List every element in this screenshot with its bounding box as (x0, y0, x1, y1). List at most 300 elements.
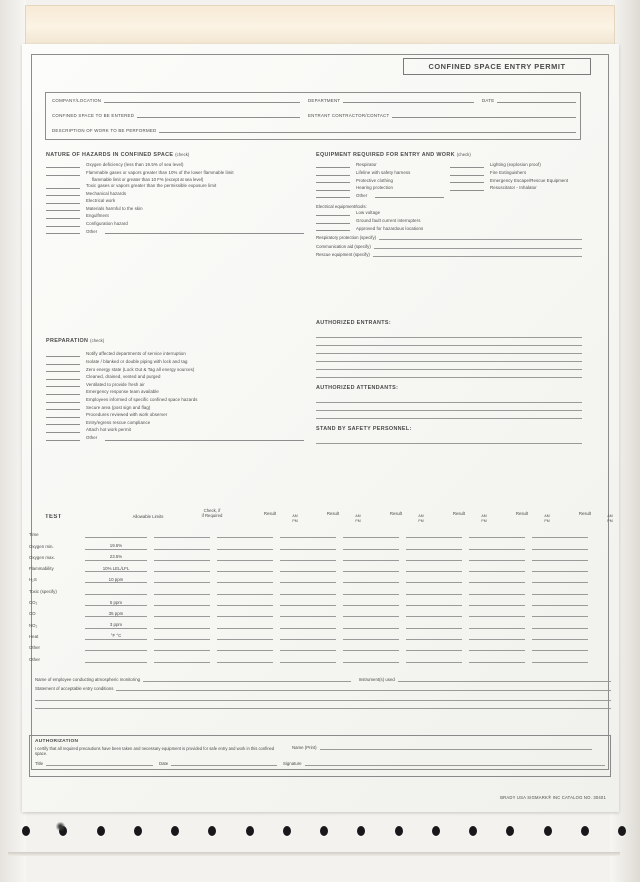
checkbox-blank[interactable] (316, 162, 350, 168)
preparation-item-3[interactable] (46, 374, 304, 380)
checkbox-blank[interactable] (46, 228, 80, 234)
test-row-result-1[interactable] (280, 543, 336, 550)
checklist-item-label: Materials harmful to the skin (86, 205, 143, 211)
test-row-check[interactable] (154, 622, 210, 629)
checklist-item-label: Low voltage (356, 210, 381, 216)
test-row-result-5[interactable] (532, 656, 588, 663)
monitoring-section (35, 676, 611, 709)
test-row-name: Heat (29, 633, 39, 639)
result-3-subcol-pm: PM (481, 519, 487, 523)
punch-hole (208, 826, 216, 836)
test-row-result-3[interactable] (406, 622, 462, 629)
authorized-entrants-lines (316, 330, 582, 378)
test-row-result-4[interactable] (469, 599, 525, 606)
checkbox-blank[interactable] (46, 389, 80, 395)
test-row-result-2[interactable] (343, 531, 399, 538)
result-5-subcol-am: AM (607, 514, 613, 518)
checklist-item-label: Zero energy state (Lock Out & Tag all energy sources) (86, 366, 195, 372)
checkbox-blank[interactable] (450, 185, 484, 191)
equipment-right-3[interactable] (450, 185, 578, 191)
standby-line-0[interactable] (316, 436, 582, 444)
checkbox-blank[interactable] (316, 177, 350, 183)
hazard-item-7[interactable] (46, 221, 304, 227)
punch-hole (134, 826, 142, 836)
catalog-footer-code: BRADY USA SIGMARK® INC CATALOG NO. 30401 (500, 795, 606, 800)
test-row-result-2[interactable] (343, 610, 399, 617)
checkbox-blank[interactable] (316, 185, 350, 191)
authorization-signature-input[interactable] (305, 760, 605, 766)
test-row-result-5[interactable] (532, 633, 588, 640)
equipment-heading: EQUIPMENT REQUIRED FOR ENTRY AND WORK (check) (316, 152, 471, 158)
test-row-result-4[interactable] (469, 656, 525, 663)
checkbox-blank[interactable] (46, 221, 80, 227)
test-row-result-4[interactable] (469, 610, 525, 617)
result-1-subcol-am: AM (355, 514, 361, 518)
test-row-check[interactable] (154, 656, 210, 663)
checklist-item-label: Mechanical hazards (86, 190, 127, 196)
test-row-result-1[interactable] (280, 531, 336, 538)
test-row-check[interactable] (154, 554, 210, 561)
test-row-limit: 23.5% (85, 554, 147, 561)
column-check-if-required: Check, if if Required (201, 508, 223, 518)
equipment-right-0[interactable] (450, 162, 578, 168)
checkbox-blank[interactable] (46, 397, 80, 403)
test-row-name: H₂S (29, 577, 37, 583)
test-row-result-1[interactable] (280, 576, 336, 583)
entry-conditions-line-2[interactable] (35, 693, 611, 701)
checklist-item-label: Isolate / blanked or double piping with lock and tag (86, 359, 188, 364)
test-row-result-0[interactable] (217, 576, 273, 583)
test-row-result-0[interactable] (217, 531, 273, 538)
punch-hole-strip (0, 826, 640, 850)
checklist-item-label: Lifeline with safety harness (356, 170, 411, 175)
field-company-location[interactable]: COMPANY/LOCATION (52, 98, 300, 103)
hazards-section (46, 152, 304, 236)
test-row-result-3[interactable] (406, 588, 462, 595)
hazard-item-3[interactable] (46, 190, 304, 196)
punch-hole (283, 826, 291, 836)
specify-input[interactable] (374, 243, 582, 249)
checklist-item-label: Fire Extinguishers (490, 170, 527, 175)
test-table (29, 505, 611, 663)
test-row-result-4[interactable] (469, 554, 525, 561)
result-1-subcol-pm: PM (355, 519, 361, 523)
preparation-item-7[interactable] (46, 404, 304, 410)
entrant-line-5[interactable] (316, 370, 582, 378)
confined-space-input[interactable] (137, 113, 300, 118)
equipment-left-2[interactable] (316, 177, 444, 183)
test-row-result-5[interactable] (532, 610, 588, 617)
checkbox-blank[interactable] (450, 177, 484, 183)
result-column-2: Result (389, 511, 403, 516)
test-row-result-5[interactable] (532, 543, 588, 550)
test-row-limit: 10% LEL/LFL (85, 566, 147, 573)
equipment-right-1[interactable] (450, 170, 578, 176)
test-row-result-3[interactable] (406, 565, 462, 572)
test-row-9 (29, 629, 611, 640)
test-row-result-4[interactable] (469, 531, 525, 538)
test-row-check[interactable] (154, 565, 210, 572)
entrant-line-4[interactable] (316, 362, 582, 370)
preparation-item-2[interactable] (46, 366, 304, 372)
preparation-heading: PREPARATION (check) (46, 338, 105, 344)
specify-line-0[interactable] (316, 234, 582, 240)
work-description-input[interactable] (159, 128, 576, 133)
test-row-name: NO₂ (29, 622, 38, 628)
test-row-check[interactable] (154, 576, 210, 583)
test-row-result-3[interactable] (406, 656, 462, 663)
test-row-result-1[interactable] (280, 565, 336, 572)
result-column-1: Result (326, 511, 340, 516)
test-row-limit (85, 532, 147, 539)
checkbox-blank[interactable] (46, 419, 80, 425)
test-row-result-4[interactable] (469, 622, 525, 629)
checklist-item-label: Emergency response team available (86, 389, 159, 395)
preparation-checklist (46, 351, 304, 441)
test-row-limit: 5 ppm (85, 600, 147, 607)
test-row-result-2[interactable] (343, 656, 399, 663)
monitor-name-input[interactable] (143, 676, 351, 682)
checklist-item-label: Oxygen deficiency (less than 19.5% of sea level) (86, 162, 184, 168)
test-row-check[interactable] (154, 610, 210, 617)
specify-input[interactable] (379, 234, 582, 240)
date-input[interactable] (497, 98, 576, 103)
test-row-result-5[interactable] (532, 622, 588, 629)
entrant-line-3[interactable] (316, 354, 582, 362)
entrant-line-2[interactable] (316, 346, 582, 354)
header-field-box (45, 92, 581, 140)
test-row-result-4[interactable] (469, 576, 525, 583)
test-row-10 (29, 640, 611, 651)
electrical-item-2[interactable] (316, 225, 582, 231)
checklist-item-label: Lighting (explosion proof) (490, 162, 541, 168)
result-column-3: Result (452, 511, 466, 516)
authorization-date-input[interactable] (171, 760, 277, 766)
result-2-subcol-am: AM (418, 514, 424, 518)
punch-hole (395, 826, 403, 836)
hazards-heading: NATURE OF HAZARDS IN CONFINED SPACE (check) (46, 152, 190, 158)
test-row-result-1[interactable] (280, 633, 336, 640)
result-3-subcol-am: AM (481, 514, 487, 518)
entry-conditions-field[interactable]: Statement of acceptable entry conditions (35, 685, 611, 691)
checkbox-blank[interactable] (316, 218, 350, 224)
authorized-attendants-heading: AUTHORIZED ATTENDANTS: (316, 385, 399, 391)
checkbox-blank[interactable] (46, 351, 80, 357)
test-row-name: Other (29, 645, 40, 651)
checkbox-blank[interactable] (46, 374, 80, 380)
test-row-result-2[interactable] (343, 565, 399, 572)
test-row-4 (29, 572, 611, 583)
authorization-title-input[interactable] (46, 760, 153, 766)
column-allowable-limits: Allowable Limits (132, 514, 164, 519)
write-in-line[interactable] (375, 193, 444, 198)
test-row-result-4[interactable] (469, 565, 525, 572)
result-0-subcol-am: AM (292, 514, 298, 518)
test-row-result-2[interactable] (343, 622, 399, 629)
authorization-date-field[interactable]: Date (159, 760, 277, 766)
authorized-attendants-lines (316, 395, 582, 419)
test-row-result-3[interactable] (406, 554, 462, 561)
field-department[interactable]: DEPARTMENT (308, 98, 474, 103)
test-row-limit: 19.5% (85, 543, 147, 550)
hazard-item-6[interactable] (46, 213, 304, 219)
page-title-box (403, 58, 591, 75)
test-row-result-1[interactable] (280, 588, 336, 595)
test-row-result-4[interactable] (469, 588, 525, 595)
test-row-result-1[interactable] (280, 644, 336, 651)
preparation-item-6[interactable] (46, 397, 304, 403)
test-row-result-3[interactable] (406, 644, 462, 651)
monitor-name-field[interactable]: Name of employee conducting atmospheric monitoring (35, 676, 351, 682)
field-entrant-contractor[interactable]: ENTRANT CONTRACTOR/CONTACT (308, 113, 576, 118)
authorization-name-print-input[interactable] (320, 744, 592, 750)
entrant-line-1[interactable] (316, 338, 582, 346)
authorization-title-field[interactable]: Title (35, 760, 153, 766)
test-row-result-4[interactable] (469, 633, 525, 640)
punch-hole (97, 826, 105, 836)
test-row-result-5[interactable] (532, 576, 588, 583)
result-4-subcol-pm: PM (544, 519, 550, 523)
checklist-item-label: Engulfment (86, 213, 109, 219)
test-row-result-2[interactable] (343, 576, 399, 583)
checklist-item-label: Hearing protection (356, 185, 393, 191)
checklist-item-label: Other (356, 192, 368, 198)
test-row-result-0[interactable] (217, 622, 273, 629)
equipment-right-2[interactable] (450, 177, 578, 183)
result-column-4: Result (515, 511, 529, 516)
test-row-name: Oxygen max. (29, 554, 55, 560)
test-row-check[interactable] (154, 588, 210, 595)
field-work-description[interactable]: DESCRIPTION OF WORK TO BE PERFORMED (52, 128, 576, 133)
write-in-line[interactable] (105, 436, 304, 441)
entrant-contractor-input[interactable] (392, 113, 576, 118)
test-row-limit (85, 656, 147, 663)
checklist-item-label: Resuscitator - Inhalator (490, 185, 537, 191)
preparation-item-8[interactable] (46, 412, 304, 418)
entry-conditions-line-3[interactable] (35, 701, 611, 709)
test-row-check[interactable] (154, 531, 210, 538)
specify-input[interactable] (373, 251, 582, 257)
test-row-result-1[interactable] (280, 610, 336, 617)
department-input[interactable] (343, 98, 474, 103)
preparation-item-10[interactable] (46, 427, 304, 433)
electrical-item-1[interactable] (316, 218, 582, 224)
equipment-specify-lines (316, 234, 582, 257)
checklist-item-label: Protective clothing (356, 177, 394, 183)
test-row-name: Time (29, 532, 39, 538)
attendant-line-0[interactable] (316, 395, 582, 403)
equipment-left-4[interactable] (316, 192, 444, 198)
test-row-5 (29, 583, 611, 594)
test-row-result-5[interactable] (532, 588, 588, 595)
attendant-line-1[interactable] (316, 403, 582, 411)
punch-hole (357, 826, 365, 836)
checklist-item-label: Emergency Escape/Rescue Equipment (490, 177, 569, 183)
checkbox-blank[interactable] (46, 213, 80, 219)
hazard-item-8[interactable] (46, 228, 304, 234)
test-row-result-0[interactable] (217, 543, 273, 550)
authorization-signature-field[interactable]: Signature (283, 760, 605, 766)
test-row-name: CO (29, 611, 36, 617)
checkbox-blank[interactable] (316, 210, 350, 216)
test-row-result-5[interactable] (532, 565, 588, 572)
test-row-result-2[interactable] (343, 588, 399, 595)
instruments-used-input[interactable] (398, 676, 611, 682)
test-row-result-3[interactable] (406, 531, 462, 538)
equipment-left-0[interactable] (316, 162, 444, 168)
electrical-equipment-list (316, 210, 582, 231)
punch-hole (320, 826, 328, 836)
test-row-result-2[interactable] (343, 554, 399, 561)
test-row-result-0[interactable] (217, 656, 273, 663)
field-confined-space[interactable]: CONFINED SPACE TO BE ENTERED (52, 113, 300, 118)
equipment-left-1[interactable] (316, 170, 444, 176)
write-in-line[interactable] (105, 229, 304, 234)
tear-edge (8, 852, 620, 856)
test-row-result-0[interactable] (217, 565, 273, 572)
checklist-item-label: Attach hot work permit (86, 427, 131, 433)
test-row-result-0[interactable] (217, 588, 273, 595)
test-row-result-4[interactable] (469, 644, 525, 651)
hazard-item-1[interactable] (46, 170, 304, 176)
checklist-item-label: Procedures reviewed with work observer (86, 412, 168, 418)
test-row-result-1[interactable] (280, 622, 336, 629)
entry-conditions-input[interactable] (116, 685, 611, 691)
authorization-name-print-field[interactable]: Name (Print) (292, 744, 592, 750)
punch-hole (246, 826, 254, 836)
electrical-item-0[interactable] (316, 210, 582, 216)
checkbox-blank[interactable] (46, 381, 80, 387)
test-row-result-3[interactable] (406, 576, 462, 583)
test-row-result-2[interactable] (343, 543, 399, 550)
checkbox-blank[interactable] (316, 225, 350, 231)
entrant-line-0[interactable] (316, 330, 582, 338)
checkbox-blank[interactable] (316, 192, 350, 198)
test-table-rows (29, 527, 611, 663)
checklist-item-label: Respirator (356, 162, 377, 168)
preparation-item-0[interactable] (46, 351, 304, 357)
test-row-result-5[interactable] (532, 599, 588, 606)
test-row-8 (29, 617, 611, 628)
checkbox-blank[interactable] (46, 183, 80, 189)
test-row-check[interactable] (154, 543, 210, 550)
test-heading: TEST (45, 514, 62, 520)
checkbox-blank[interactable] (46, 366, 80, 372)
punch-hole (171, 826, 179, 836)
checkbox-blank[interactable] (46, 205, 80, 211)
test-row-result-0[interactable] (217, 610, 273, 617)
checklist-item-label: Approved for hazardous locations (356, 225, 424, 231)
checkbox-blank[interactable] (46, 162, 80, 168)
instruments-used-field[interactable]: Instrument(s) used (359, 676, 611, 682)
result-5-subcol-pm: PM (607, 519, 613, 523)
test-row-result-5[interactable] (532, 554, 588, 561)
test-row-result-2[interactable] (343, 599, 399, 606)
preparation-item-11[interactable] (46, 435, 304, 441)
checkbox-blank[interactable] (46, 435, 80, 441)
test-row-result-5[interactable] (532, 644, 588, 651)
preparation-item-9[interactable] (46, 419, 304, 425)
hazard-item-0[interactable] (46, 162, 304, 168)
specify-line-1[interactable] (316, 243, 582, 249)
attendant-line-2[interactable] (316, 411, 582, 419)
checkbox-blank[interactable] (316, 170, 350, 176)
test-row-result-0[interactable] (217, 554, 273, 561)
hazard-item-2[interactable] (46, 183, 304, 189)
punch-hole (432, 826, 440, 836)
test-row-result-3[interactable] (406, 633, 462, 640)
test-row-result-3[interactable] (406, 599, 462, 606)
title-row (29, 58, 591, 78)
specify-line-2[interactable] (316, 251, 582, 257)
checkbox-blank[interactable] (46, 412, 80, 418)
test-row-result-1[interactable] (280, 656, 336, 663)
personnel-section (316, 320, 582, 444)
authorization-heading: AUTHORIZATION (35, 739, 79, 744)
standby-personnel-lines (316, 436, 582, 444)
test-row-11 (29, 651, 611, 662)
test-row-result-2[interactable] (343, 633, 399, 640)
preparation-item-1[interactable] (46, 359, 304, 365)
hazard-item-5[interactable] (46, 205, 304, 211)
standby-personnel-heading: STAND BY SAFETY PERSONNEL: (316, 426, 412, 432)
checkbox-blank[interactable] (450, 162, 484, 168)
checkbox-blank[interactable] (46, 427, 80, 433)
field-date[interactable]: DATE (482, 98, 576, 103)
test-row-check[interactable] (154, 644, 210, 651)
test-row-limit: 3 ppm (85, 622, 147, 629)
test-row-check[interactable] (154, 633, 210, 640)
test-row-result-0[interactable] (217, 599, 273, 606)
test-row-result-0[interactable] (217, 644, 273, 651)
test-row-check[interactable] (154, 599, 210, 606)
test-row-result-2[interactable] (343, 644, 399, 651)
checkbox-blank[interactable] (46, 190, 80, 196)
checkbox-blank[interactable] (450, 170, 484, 176)
test-row-result-3[interactable] (406, 610, 462, 617)
test-table-header (29, 505, 611, 527)
checklist-item-label: Employees informed of specific confined space hazards (86, 396, 198, 402)
equipment-left-3[interactable] (316, 185, 444, 191)
preparation-item-5[interactable] (46, 389, 304, 395)
test-row-result-3[interactable] (406, 543, 462, 550)
test-row-result-1[interactable] (280, 599, 336, 606)
punch-hole (581, 826, 589, 836)
test-row-limit: °F °C (85, 633, 147, 640)
punch-hole (506, 826, 514, 836)
checkbox-blank[interactable] (46, 359, 80, 365)
test-row-name: Other (29, 656, 40, 662)
test-row-result-0[interactable] (217, 633, 273, 640)
punch-hole (469, 826, 477, 836)
test-row-name: Flammability (29, 566, 54, 572)
checkbox-blank[interactable] (46, 170, 80, 176)
preparation-item-4[interactable] (46, 381, 304, 387)
test-row-result-5[interactable] (532, 531, 588, 538)
hazard-item-4[interactable] (46, 198, 304, 204)
company-location-input[interactable] (104, 98, 300, 103)
checkbox-blank[interactable] (46, 404, 80, 410)
specify-label: Respiratory protection (specify) (316, 235, 377, 241)
test-row-result-4[interactable] (469, 543, 525, 550)
checkbox-blank[interactable] (46, 198, 80, 204)
test-row-7 (29, 606, 611, 617)
test-row-limit (85, 588, 147, 595)
test-row-result-1[interactable] (280, 554, 336, 561)
equipment-section (316, 152, 582, 260)
test-row-1 (29, 538, 611, 549)
punch-hole (22, 826, 30, 836)
